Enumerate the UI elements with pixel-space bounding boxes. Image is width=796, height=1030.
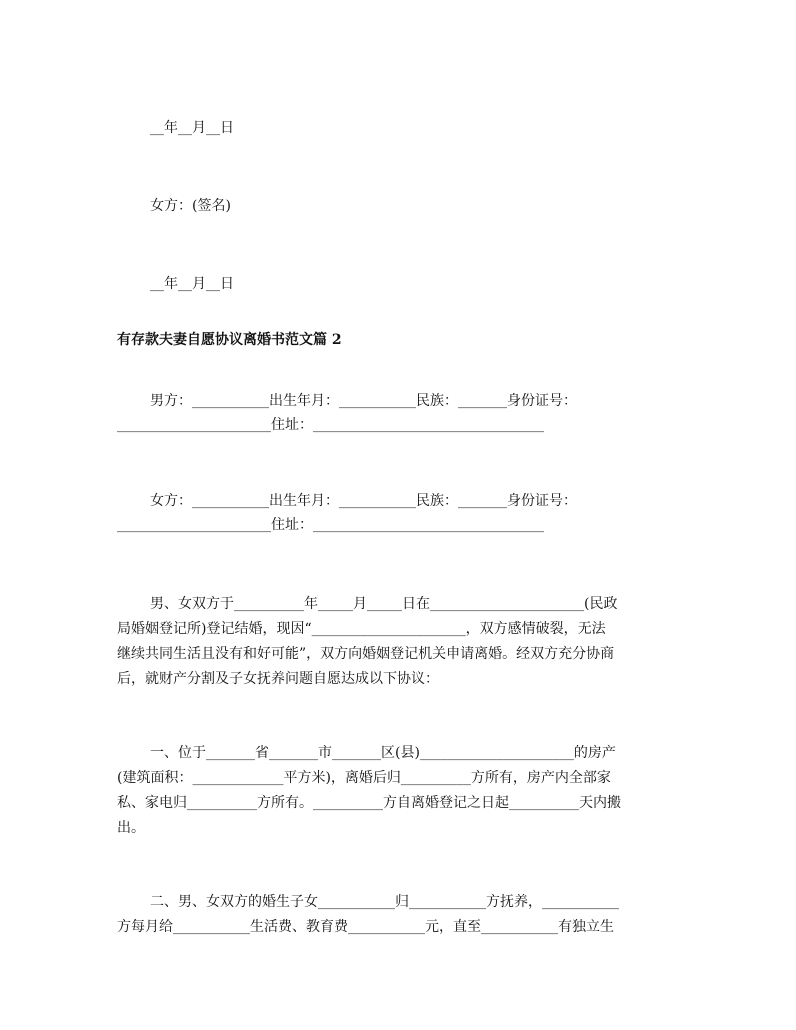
male-info-line: ______________________住址：_________________________________ <box>117 417 544 433</box>
paragraph-line: 二、男、女双方的婚生子女___________归___________方抚养，___________ <box>150 894 619 910</box>
paragraph-line: 方每月给___________生活费、教育费___________元，直至___________有独立生 <box>117 919 614 935</box>
paragraph-line: 一、位于_______省_______市_______区(县)______________________的房产 <box>150 745 616 761</box>
paragraph-line: 后，就财产分割及子女抚养问题自愿达成以下协议： <box>117 671 439 687</box>
date-line: __年__月__日 <box>150 120 234 136</box>
paragraph-line: 继续共同生活且没有和好可能”，双方向婚姻登记机关申请离婚。经双方充分协商 <box>117 646 615 662</box>
female-info-line: ______________________住址：_________________________________ <box>117 517 544 533</box>
paragraph-line: (建筑面积：_____________平方米)，离婚后归__________方所有，房产内全部家 <box>117 770 611 786</box>
female-signature-line: 女方：(签名) <box>150 198 231 214</box>
paragraph-line: 局婚姻登记所)登记结婚，现因“______________________，双方感情破裂，无法 <box>117 621 606 637</box>
paragraph-line: 私、家电归__________方所有。__________方自离婚登记之日起__________天内搬 <box>117 795 621 811</box>
paragraph-line: 男、女双方于__________年_____月_____日在______________________(民政 <box>150 596 618 612</box>
section-title: 有存款夫妻自愿协议离婚书范文篇 2 <box>117 332 342 348</box>
paragraph-line: 出。 <box>117 820 145 836</box>
date-line: __年__月__日 <box>150 276 234 292</box>
female-info-line: 女方：___________出生年月：___________民族：_______身份证号： <box>150 493 577 509</box>
male-info-line: 男方：___________出生年月：___________民族：_______身份证号： <box>150 393 577 409</box>
